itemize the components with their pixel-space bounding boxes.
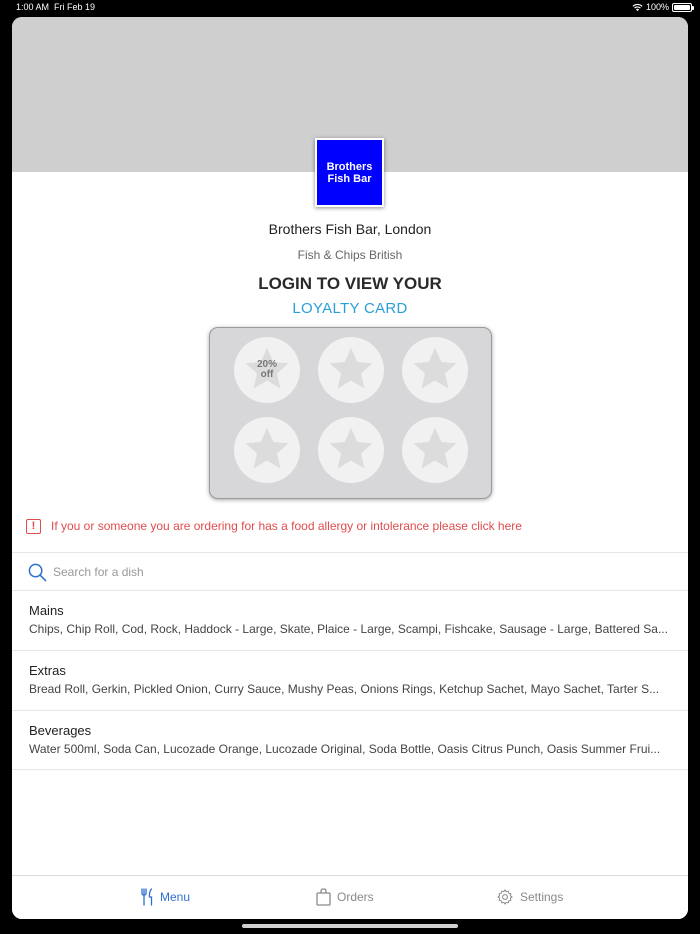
category-title: Extras — [29, 663, 66, 678]
divider — [12, 650, 688, 651]
loyalty-card[interactable] — [209, 327, 492, 499]
loyalty-stamp — [234, 417, 300, 483]
search-bar[interactable] — [28, 560, 668, 584]
loyalty-stamp — [234, 337, 300, 403]
battery-percent: 100% — [645, 2, 669, 12]
tab-settings-label: Settings — [520, 890, 564, 904]
reward-off: off — [260, 369, 274, 380]
loyalty-stamp — [318, 417, 384, 483]
menu-category-beverages[interactable] — [29, 723, 671, 756]
loyalty-stamp — [402, 337, 468, 403]
divider — [12, 710, 688, 711]
restaurant-cuisine: Fish & Chips British — [297, 248, 403, 262]
search-input[interactable]: Search for a dish — [53, 565, 144, 579]
category-items: Water 500ml, Soda Can, Lucozade Orange, Lucozade Original, Soda Bottle, Oasis Citrus Punch, Oasis Summer Frui... — [29, 742, 661, 756]
star-icon — [409, 424, 461, 476]
loyalty-stamp — [402, 417, 468, 483]
star-icon — [325, 424, 377, 476]
category-items: Chips, Chip Roll, Cod, Rock, Haddock - Large, Skate, Plaice - Large, Scampi, Fishcake, Sausage - Large, Battered Sa... — [29, 622, 668, 636]
loyalty-stamp — [318, 337, 384, 403]
status-date: Fri Feb 19 — [54, 2, 96, 12]
shopping-bag-icon — [316, 888, 331, 906]
restaurant-name: Brothers Fish Bar, London — [268, 221, 432, 237]
divider — [12, 590, 688, 591]
category-title: Mains — [29, 603, 64, 618]
tab-menu[interactable] — [140, 888, 190, 906]
tab-orders-label: Orders — [337, 890, 374, 904]
home-indicator[interactable] — [242, 924, 458, 928]
restaurant-logo — [315, 138, 384, 207]
star-icon — [325, 344, 377, 396]
star-icon — [409, 344, 461, 396]
category-items: Bread Roll, Gerkin, Pickled Onion, Curry Sauce, Mushy Peas, Onions Rings, Ketchup Sachet, Mayo Sachet, Tarter S... — [29, 682, 660, 696]
status-bar — [0, 0, 700, 14]
status-right — [632, 2, 692, 12]
menu-category-mains[interactable] — [29, 603, 671, 636]
exclamation-icon: ! — [26, 519, 41, 534]
loyalty-card-link[interactable]: LOYALTY CARD — [292, 300, 408, 317]
star-icon — [241, 424, 293, 476]
wifi-icon — [632, 3, 643, 12]
reward-label — [234, 337, 300, 403]
tab-menu-label: Menu — [160, 890, 191, 904]
divider — [12, 552, 688, 553]
restaurant-logo-text: Brothers Fish Bar — [326, 160, 373, 185]
menu-category-extras[interactable] — [29, 663, 671, 696]
divider — [12, 769, 688, 770]
category-title: Beverages — [29, 723, 92, 738]
fork-knife-icon — [140, 888, 154, 906]
tab-bar — [12, 875, 688, 919]
allergy-notice[interactable] — [26, 517, 676, 535]
allergy-text[interactable]: If you or someone you are ordering for has a food allergy or intolerance please click here — [51, 519, 522, 533]
tab-orders[interactable] — [316, 888, 374, 906]
gear-icon — [496, 888, 514, 906]
status-time — [16, 2, 95, 12]
reward-percent: 20% — [256, 359, 277, 370]
status-clock: 1:00 AM — [16, 2, 50, 12]
login-title[interactable]: LOGIN TO VIEW YOUR — [258, 274, 442, 293]
battery-icon — [672, 3, 692, 12]
app-sheet — [12, 17, 688, 919]
tab-settings[interactable] — [496, 888, 563, 906]
search-icon — [28, 563, 47, 582]
